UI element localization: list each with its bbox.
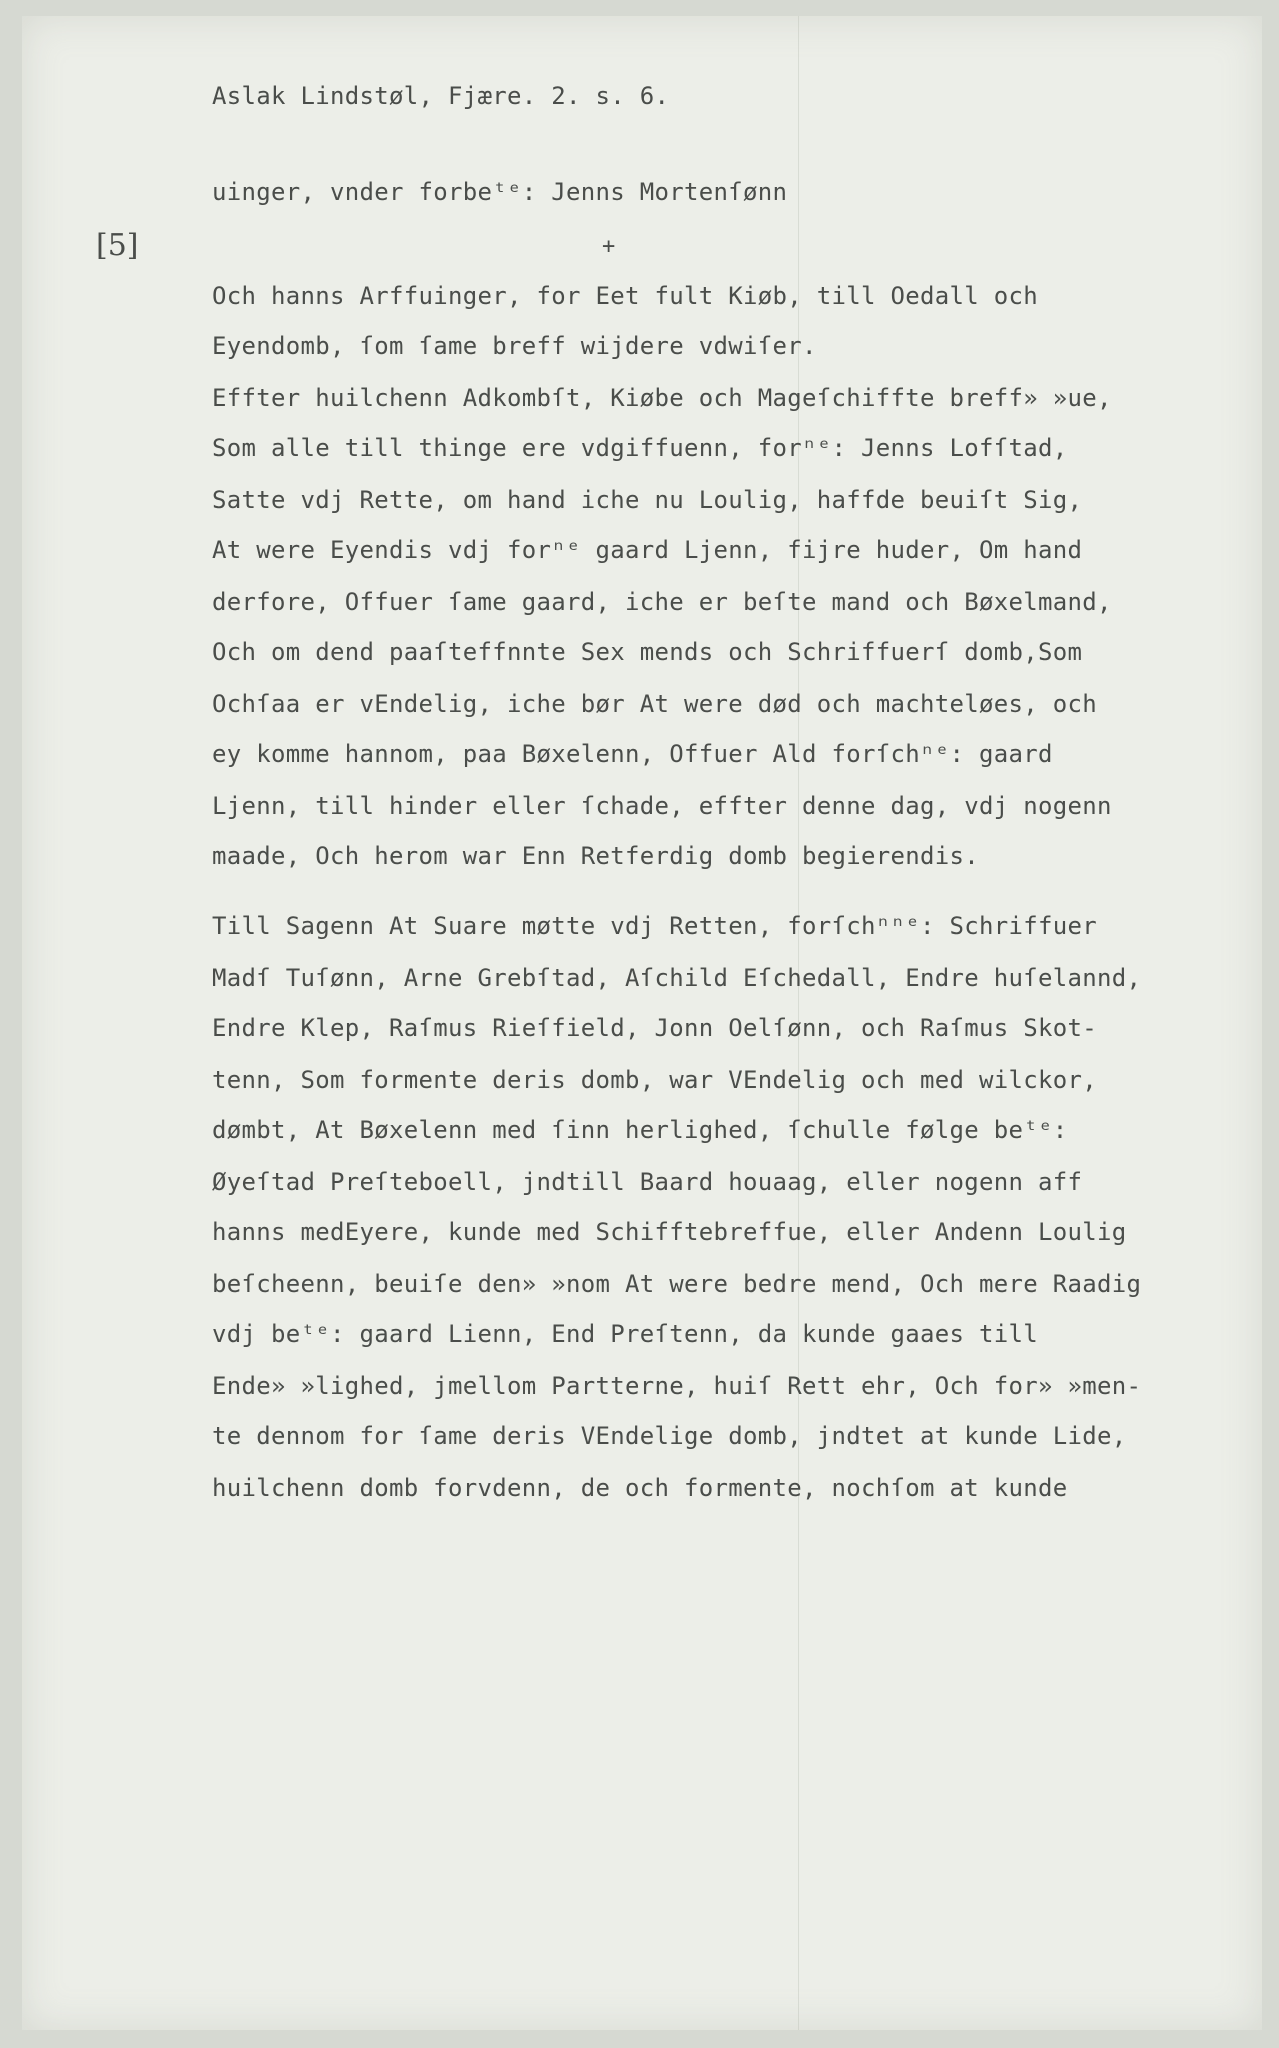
text-line: ey komme hannom, paa Bøxelenn, Offuer Ald forſchⁿᵉ: gaard	[212, 740, 1053, 768]
text-line: At were Eyendis vdj forⁿᵉ gaard Ljenn, fijre huder, Om hand	[212, 536, 1083, 564]
text-line: Satte vdj Rette, om hand iche nu Loulig, haffde beuiſt Sig,	[212, 486, 1083, 514]
text-line: Eyendomb, ſom ſame breff wijdere vdwiſer.	[212, 332, 817, 360]
text-line: hanns medEyere, kunde med Schifftebreffue, eller Andenn Loulig	[212, 1218, 1127, 1246]
text-line: maade, Och herom war Enn Retferdig domb begierendis.	[212, 842, 979, 870]
text-line: Ljenn, till hinder eller ſchade, effter denne dag, vdj nogenn	[212, 792, 1112, 820]
text-line: Till Sagenn At Suare møtte vdj Retten, forſchⁿⁿᵉ: Schriffuer	[212, 912, 1097, 940]
cross-mark: +	[602, 234, 616, 259]
document-header: Aslak Lindstøl, Fjære. 2. s. 6.	[212, 82, 670, 110]
text-line: te dennom for ſame deris VEndelige domb, jndtet at kunde Lide,	[212, 1422, 1127, 1450]
text-line: Och hanns Arffuinger, for Eet fult Kiøb, till Oedall och	[212, 282, 1038, 310]
text-line: Ende» »lighed, jmellom Partterne, huiſ Rett ehr, Och for» »men-	[212, 1372, 1142, 1400]
text-line: Ochſaa er vEndelig, iche bør At were død och machteløes, och	[212, 690, 1097, 718]
page-number-note: [5]	[96, 228, 139, 263]
document-page	[22, 16, 1262, 2030]
text-line: Effter huilchenn Adkombſt, Kiøbe och Mageſchiffte breff» »ue,	[212, 384, 1112, 412]
text-line: Madſ Tuſønn, Arne Grebſtad, Aſchild Eſchedall, Endre huſelannd,	[212, 964, 1142, 992]
text-line: Endre Klep, Raſmus Rieſfield, Jonn Oelſønn, och Raſmus Skot-	[212, 1014, 1097, 1042]
text-line: uinger, vnder forbeᵗᵉ: Jenns Mortenſønn	[212, 178, 788, 206]
text-line: beſcheenn, beuiſe den» »nom At were bedre mend, Och mere Raadig	[212, 1270, 1142, 1298]
text-line: Som alle till thinge ere vdgiffuenn, forⁿᵉ: Jenns Lofſtad,	[212, 434, 1068, 462]
text-line: tenn, Som formente deris domb, war VEndelig och med wilckor,	[212, 1066, 1097, 1094]
text-line: huilchenn domb forvdenn, de och formente, nochſom at kunde	[212, 1474, 1068, 1502]
text-line: dømbt, At Bøxelenn med ſinn herlighed, ſchulle følge beᵗᵉ:	[212, 1116, 1068, 1144]
text-line: Øyeſtad Preſteboell, jndtill Baard houaag, eller nogenn aff	[212, 1168, 1083, 1196]
text-line: Och om dend paaſteffnnte Sex mends och Schriffuerſ domb,Som	[212, 638, 1083, 666]
text-line: derfore, Offuer ſame gaard, iche er beſte mand och Bøxelmand,	[212, 588, 1112, 616]
text-line: vdj beᵗᵉ: gaard Lienn, End Preſtenn, da kunde gaaes till	[212, 1320, 1038, 1348]
